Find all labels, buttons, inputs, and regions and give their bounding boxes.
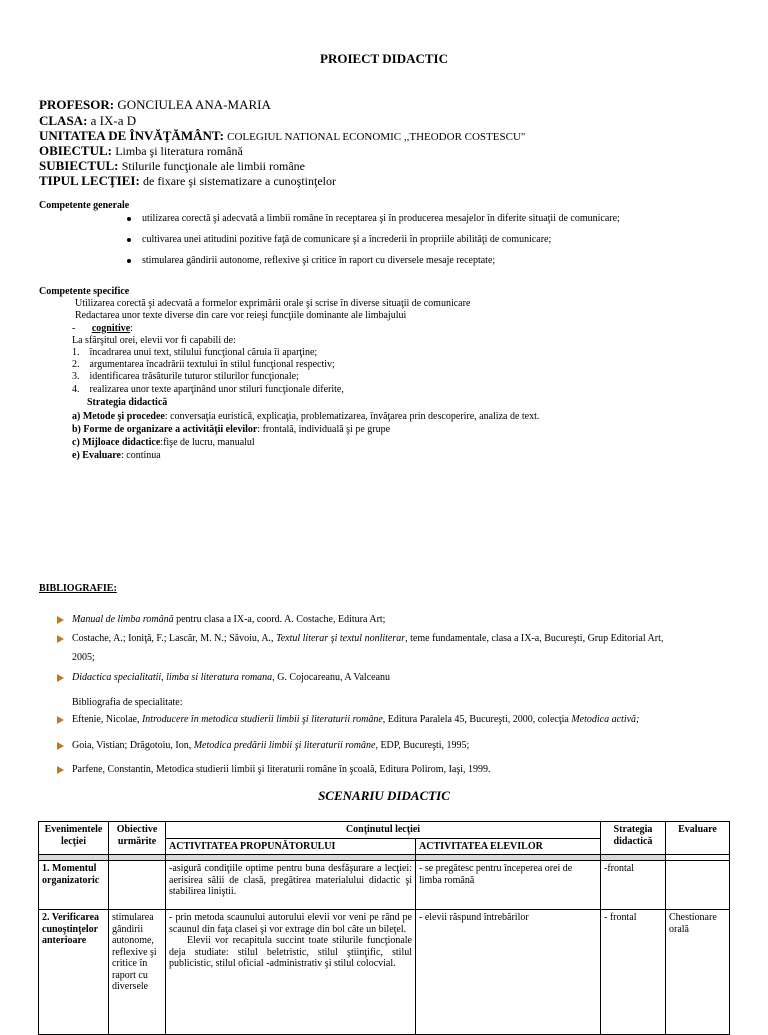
cell-obiective: stimularea gândirii autonome, reflexive şi critice în raport cu diversele xyxy=(109,910,166,1035)
strategia-heading: Strategia didactică xyxy=(87,397,168,408)
bullet-icon xyxy=(127,259,131,263)
header-activitatea-propunatorului: ACTIVITATEA PROPUNĂTORULUI xyxy=(166,838,416,855)
cell-strategie: -frontal xyxy=(601,861,666,910)
bibliografie-item-continued: 2005; xyxy=(72,652,95,663)
profesor-line xyxy=(39,97,271,112)
strategia-item-label: a) Metode şi procedee xyxy=(72,411,165,422)
strategia-item-label: b) Forme de organizare a activităţii elevilor xyxy=(72,424,258,435)
obiectiv-text: realizarea unor texte aparţinând unor stiluri funcţionale diferite, xyxy=(89,384,344,395)
subiect-label: SUBIECTUL: xyxy=(39,158,119,173)
strategia-item-value: : frontală, individuală şi pe grupe xyxy=(257,424,391,435)
obiectiv-text: încadrarea unui text, stilului funcţional căruia îi aparţine; xyxy=(89,347,318,358)
bibliografie-item xyxy=(72,614,385,626)
header-strategia: Strategia didactică xyxy=(601,822,666,855)
cell-elevi: - se pregătesc pentru începerea orei de limba română xyxy=(416,861,601,910)
tip-line xyxy=(39,173,336,188)
cell-obiective xyxy=(109,861,166,910)
obiectiv-item xyxy=(72,371,299,383)
profesor-label: PROFESOR: xyxy=(39,97,115,112)
obiectiv-number: 2. xyxy=(72,359,80,370)
header-activitatea-elevilor: ACTIVITATEA ELEVILOR xyxy=(416,838,601,855)
unitate-line xyxy=(39,128,525,144)
bibliografie-specialitate-heading: Bibliografia de specialitate: xyxy=(72,697,183,708)
unitate-label: UNITATEA DE ÎNVĂŢĂMÂNT: xyxy=(39,128,224,143)
book-title: Manual de limba română xyxy=(72,614,174,625)
strategia-item-value: : continua xyxy=(120,450,161,461)
strategia-item xyxy=(72,411,539,423)
cell-profesor xyxy=(166,910,416,1035)
competenta-generala-item: cultivarea unei atitudini pozitive faţă de comunicare şi a încrederii în propriile abilităţi de comunicare; xyxy=(142,234,552,245)
book-title: Metodica predării limbii şi literaturii române, xyxy=(193,740,378,751)
clasa-line xyxy=(39,113,136,128)
profesor-value: GONCIULEA ANA-MARIA xyxy=(117,97,271,112)
strategia-item xyxy=(72,437,255,449)
bibliografie-item: Parfene, Constantin, Metodica studierii limbii şi literaturii române în şcoală, Editura Polirom, Iaşi, 1999. xyxy=(72,764,491,775)
book-details: , teme fundamentale, clasa a IX-a, Bucureşti, Grup Editorial Art, xyxy=(405,633,664,644)
strategia-item-value: : conversaţia euristică, explicaţia, problematizarea, învăţarea prin descoperire, analiza de text. xyxy=(164,411,540,422)
book-details: pentru clasa a IX-a, coord. A. Costache, Editura Art; xyxy=(173,614,386,625)
book-collection: Metodica activă; xyxy=(571,714,640,725)
book-details: EDP, Bucureşti, 1995; xyxy=(377,740,470,751)
cognitive-label: cognitive xyxy=(91,323,131,334)
book-title: Textul literar şi textul nonliterar xyxy=(276,633,406,644)
arrow-bullet-icon xyxy=(57,674,64,682)
obiect-value: Limba şi literatura română xyxy=(115,144,243,158)
obiectiv-item xyxy=(72,347,317,359)
unitate-value: COLEGIUL NATIONAL ECONOMIC ,,THEODOR COSTESCU" xyxy=(227,131,526,143)
obiectiv-number: 4. xyxy=(72,384,80,395)
book-title: Introducere în metodica studierii limbii şi literaturii române xyxy=(141,714,383,725)
cognitive-colon: : xyxy=(130,323,133,334)
obiectiv-item xyxy=(72,359,335,371)
tip-label: TIPUL LECŢIEI: xyxy=(39,173,140,188)
bullet-icon xyxy=(127,217,131,221)
strategia-item xyxy=(72,424,390,436)
obiective-intro: La sfârşitul orei, elevii vor fi capabili de: xyxy=(72,335,236,346)
cell-profesor: -asigură condiţiile optime pentru buna desfăşurare a lecţiei: aerisirea sălii de clasă, pregătirea materialului didactic şi stabilirea liniştii. xyxy=(166,861,416,910)
strategia-item xyxy=(72,450,161,462)
strategia-item-value: :fişe de lucru, manualul xyxy=(160,437,255,448)
scenariu-table xyxy=(38,821,730,1035)
table-row xyxy=(39,861,730,910)
arrow-bullet-icon xyxy=(57,716,64,724)
subiect-value: Stilurile funcţionale ale limbii române xyxy=(121,159,305,173)
cell-elevi: - elevii răspund întrebărilor xyxy=(416,910,601,1035)
competente-specifice-heading: Competente specifice xyxy=(39,286,130,297)
book-authors: Costache, A.; Ioniţă, F.; Lascăr, M. N.; Săvoiu, A., xyxy=(72,633,277,644)
obiectiv-item xyxy=(72,384,344,396)
obiect-line xyxy=(39,143,243,158)
bibliografie-heading: BIBLIOGRAFIE: xyxy=(39,583,117,594)
competenta-generala-item: utilizarea corectă şi adecvată a limbii române în receptarea şi în producerea mesajelor în diferite situaţii de comunicare; xyxy=(142,213,620,224)
header-evaluare: Evaluare xyxy=(666,822,730,855)
cell-profesor-paragraph: Elevii vor recapitula succint toate stilurile funcţionale deja studiate: stilul beletristic, stilul ştiinţific, stilul publicistic, stilul oficial -administrativ şi stilul colocvial. xyxy=(169,935,412,969)
bibliografie-item xyxy=(72,714,639,726)
book-authors: Eftenie, Nicolae, xyxy=(72,714,142,725)
bibliografie-item xyxy=(72,672,390,684)
strategia-item-label: e) Evaluare xyxy=(72,450,121,461)
cognitive-dash: - xyxy=(72,323,76,334)
header-continut: Conţinutul lecţiei xyxy=(166,822,601,839)
obiectiv-text: argumentarea încadrării textului în stilul funcţional respectiv; xyxy=(89,359,335,370)
table-row xyxy=(39,910,730,1035)
book-details: G. Cojocareanu, A Valceanu xyxy=(274,672,391,683)
cell-evaluare xyxy=(666,861,730,910)
page-title: PROIECT DIDACTIC xyxy=(320,51,448,66)
header-evenimente: Evenimentele lecţiei xyxy=(39,822,109,855)
arrow-bullet-icon xyxy=(57,635,64,643)
clasa-value: a IX-a D xyxy=(90,113,137,128)
obiectiv-number: 3. xyxy=(72,371,80,382)
cell-evaluare: Chestionare orală xyxy=(666,910,730,1035)
obiectiv-text: identificarea trăsăturile tuturor stilurilor funcţionale; xyxy=(89,371,299,382)
competente-generale-heading: Competente generale xyxy=(39,200,130,211)
cell-profesor-paragraph: - prin metoda scaunului autorului elevii vor veni pe rând pe scaunul din faţa clasei şi vor extrage din bol câte un bileţel. xyxy=(169,912,412,935)
tip-value: de fixare şi sistematizare a cunoştinţelor xyxy=(143,174,336,188)
cell-eveniment: 2. Verificarea cunoştinţelor anterioare xyxy=(39,910,109,1035)
bullet-icon xyxy=(127,238,131,242)
book-details: , Editura Paralela 45, Bucureşti, 2000, colecţia xyxy=(382,714,572,725)
competenta-specifica-line: Utilizarea corectă şi adecvată a formelor exprimării orale şi scrise în diverse situaţii de comunicare xyxy=(75,298,471,309)
table-header-row xyxy=(39,822,730,839)
arrow-bullet-icon xyxy=(57,766,64,774)
scenariu-title: SCENARIU DIDACTIC xyxy=(318,788,450,803)
competenta-generala-item: stimularea gândirii autonome, reflexive şi critice în raport cu diversele mesaje receptate; xyxy=(142,255,496,266)
cell-eveniment: 1. Momentul organizatoric xyxy=(39,861,109,910)
book-authors: Goia, Vistian; Drăgotoiu, Ion, xyxy=(72,740,194,751)
competenta-specifica-line: Redactarea unor texte diverse din care vor reieşi funcţiile dominante ale limbajului xyxy=(75,310,407,321)
obiectiv-number: 1. xyxy=(72,347,80,358)
clasa-label: CLASA: xyxy=(39,113,88,128)
bibliografie-item xyxy=(72,633,663,645)
arrow-bullet-icon xyxy=(57,616,64,624)
bibliografie-item xyxy=(72,740,469,752)
header-obiective: Obiective urmărite xyxy=(109,822,166,855)
subiect-line xyxy=(39,158,305,173)
cognitive-line xyxy=(72,323,133,335)
obiect-label: OBIECTUL: xyxy=(39,143,112,158)
book-title: Didactica specialitatii, limba si literatura romana, xyxy=(72,672,275,683)
cell-strategie: - frontal xyxy=(601,910,666,1035)
strategia-item-label: c) Mijloace didactice xyxy=(72,437,161,448)
arrow-bullet-icon xyxy=(57,742,64,750)
